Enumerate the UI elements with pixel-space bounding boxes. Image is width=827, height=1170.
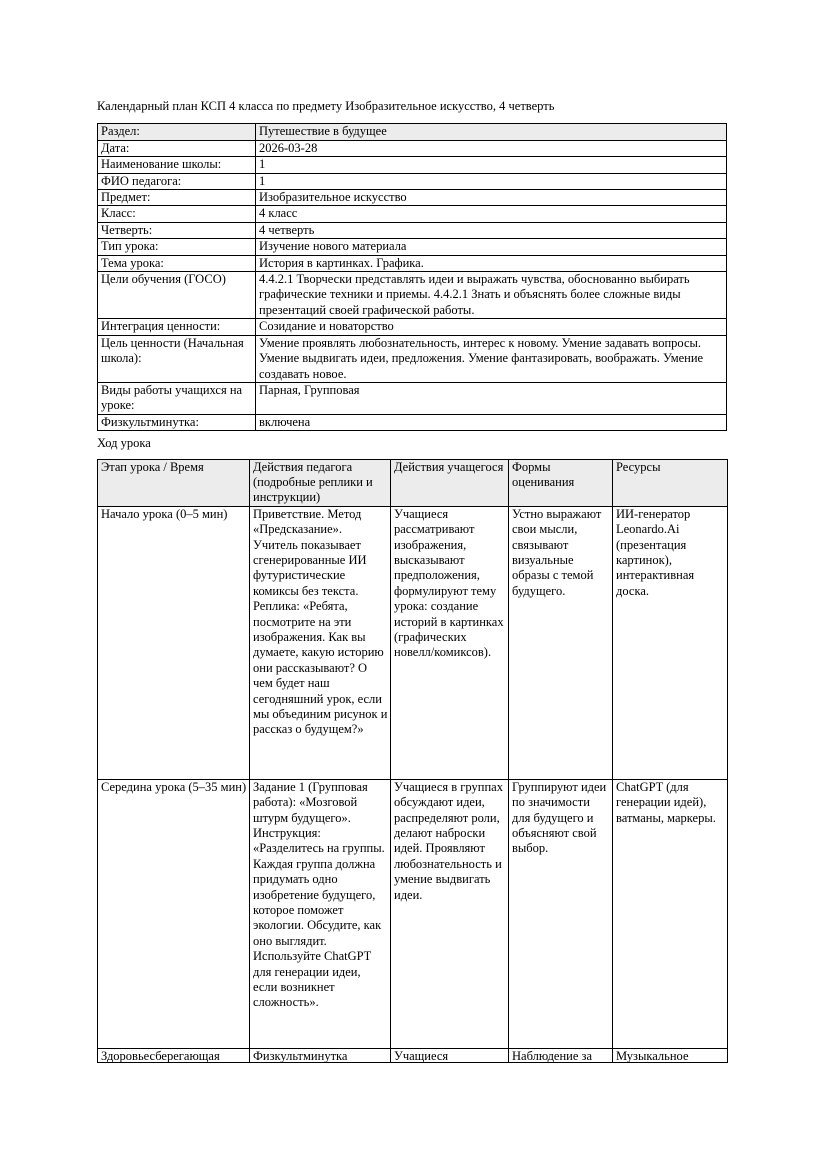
lesson-header-row: [98, 459, 728, 506]
lesson-assessment-text: Наблюдение за: [512, 1048, 593, 1062]
info-row-label: Виды работы учащихся на уроке:: [98, 382, 256, 414]
info-row: [98, 206, 727, 222]
info-row-value: Путешествие в будущее: [256, 124, 727, 140]
info-row: [98, 190, 727, 206]
info-row-value: 1: [256, 157, 727, 173]
info-row-label: Интеграция ценности:: [98, 319, 256, 335]
info-row-value: 1: [256, 173, 727, 189]
lesson-stage-cell: [98, 1048, 250, 1062]
lesson-assessment-cell: Группируют идеи по значимости для будущего и объясняют свой выбор.: [509, 779, 613, 1048]
lesson-student-cell: [391, 1048, 509, 1062]
info-row-value: включена: [256, 414, 727, 430]
info-row: [98, 272, 727, 319]
info-row-value: Созидание и новаторство: [256, 319, 727, 335]
info-row: [98, 140, 727, 156]
info-row-value: 2026-03-28: [256, 140, 727, 156]
info-row-label: Тема урока:: [98, 255, 256, 271]
lesson-stage-text: Здоровьесберегающая: [101, 1048, 220, 1062]
info-row: [98, 124, 727, 140]
info-row: [98, 414, 727, 430]
lesson-resources-text: Музыкальное: [616, 1048, 689, 1062]
info-row: [98, 222, 727, 238]
info-row-value: 4 четверть: [256, 222, 727, 238]
lesson-row: [98, 779, 728, 1048]
lesson-student-cell: Учащиеся рассматривают изображения, высказывают предположения, формулируют тему урока: создание историй в картинках (графических новелл/комиксов).: [391, 506, 509, 779]
lesson-student-cell: Учащиеся в группах обсуждают идеи, распределяют роли, делают наброски идей. Проявляют любознательность и умение выдвигать идеи.: [391, 779, 509, 1048]
lesson-student-text: Учащиеся: [394, 1048, 449, 1062]
document-content: [97, 99, 727, 1063]
info-row-value: Изобразительное искусство: [256, 190, 727, 206]
lesson-resources-cell: ChatGPT (для генерации идей), ватманы, маркеры.: [613, 779, 728, 1048]
lesson-teacher-text: Физкультминутка: [253, 1048, 348, 1062]
info-row-label: Тип урока:: [98, 239, 256, 255]
info-row-value: 4.4.2.1 Творчески представлять идеи и выражать чувства, обоснованно выбирать графические техники и приемы. 4.4.2.1 Знать и объяснять более сложные виды презентаций своей графической работы.: [256, 272, 727, 319]
lesson-resources-cell: [613, 1048, 728, 1062]
info-row-label: Физкультминутка:: [98, 414, 256, 430]
info-row-label: Четверть:: [98, 222, 256, 238]
info-row: [98, 239, 727, 255]
lesson-teacher-cell: [250, 1048, 391, 1062]
info-table: [97, 123, 727, 431]
info-row-label: Наименование школы:: [98, 157, 256, 173]
lesson-header-stage: Этап урока / Время: [98, 459, 250, 506]
info-row-label: Дата:: [98, 140, 256, 156]
lesson-resources-cell: ИИ-генератор Leonardo.Ai (презентация картинок), интерактивная доска.: [613, 506, 728, 779]
document-title: Календарный план КСП 4 класса по предмету Изобразительное искусство, 4 четверть: [97, 99, 555, 113]
lesson-assessment-cell: [509, 1048, 613, 1062]
lesson-header-student: Действия учащегося: [391, 459, 509, 506]
lesson-teacher-cell: Приветствие. Метод «Предсказание». Учитель показывает сгенерированные ИИ футуристические комиксы без текста. Реплика: «Ребята, посмотрите на эти изображения. Как вы думаете, какую историю они рассказывают? О чем будет наш сегодняшний урок, если мы объединим рисунок и рассказ о будущем?»: [250, 506, 391, 779]
info-row-label: Раздел:: [98, 124, 256, 140]
info-row: [98, 335, 727, 382]
info-row: [98, 255, 727, 271]
info-row-label: Цели обучения (ГОСО): [98, 272, 256, 319]
info-row-value: Парная, Групповая: [256, 382, 727, 414]
lesson-table: [97, 459, 728, 1063]
lesson-teacher-cell: Задание 1 (Групповая работа): «Мозговой штурм будущего». Инструкция: «Разделитесь на группы. Каждая группа должна придумать одно изобретение будущего, которое поможет экологии. Обсудите, как оно выглядит. Используйте ChatGPT для генерации идеи, если возникнет сложность».: [250, 779, 391, 1048]
info-row-value: Изучение нового материала: [256, 239, 727, 255]
info-row: [98, 173, 727, 189]
info-row: [98, 157, 727, 173]
info-row-label: Класс:: [98, 206, 256, 222]
lesson-header-assessment: Формы оценивания: [509, 459, 613, 506]
lesson-header-resources: Ресурсы: [613, 459, 728, 506]
lesson-header-teacher: Действия педагога (подробные реплики и инструкции): [250, 459, 391, 506]
info-row-value: История в картинках. Графика.: [256, 255, 727, 271]
info-row: [98, 382, 727, 414]
lesson-row-clipped: [98, 1048, 728, 1062]
lesson-assessment-cell: Устно выражают свои мысли, связывают визуальные образы с темой будущего.: [509, 506, 613, 779]
info-row-value: Умение проявлять любознательность, интерес к новому. Умение задавать вопросы. Умение выдвигать идеи, предложения. Умение фантазировать, воображать. Умение создавать новое.: [256, 335, 727, 382]
info-row: [98, 319, 727, 335]
lesson-stage-cell: Середина урока (5–35 мин): [98, 779, 250, 1048]
section-heading: Ход урока: [97, 436, 151, 451]
info-row-label: ФИО педагога:: [98, 173, 256, 189]
lesson-stage-cell: Начало урока (0–5 мин): [98, 506, 250, 779]
info-row-value: 4 класс: [256, 206, 727, 222]
info-row-label: Предмет:: [98, 190, 256, 206]
info-row-label: Цель ценности (Начальная школа):: [98, 335, 256, 382]
lesson-row: [98, 506, 728, 779]
